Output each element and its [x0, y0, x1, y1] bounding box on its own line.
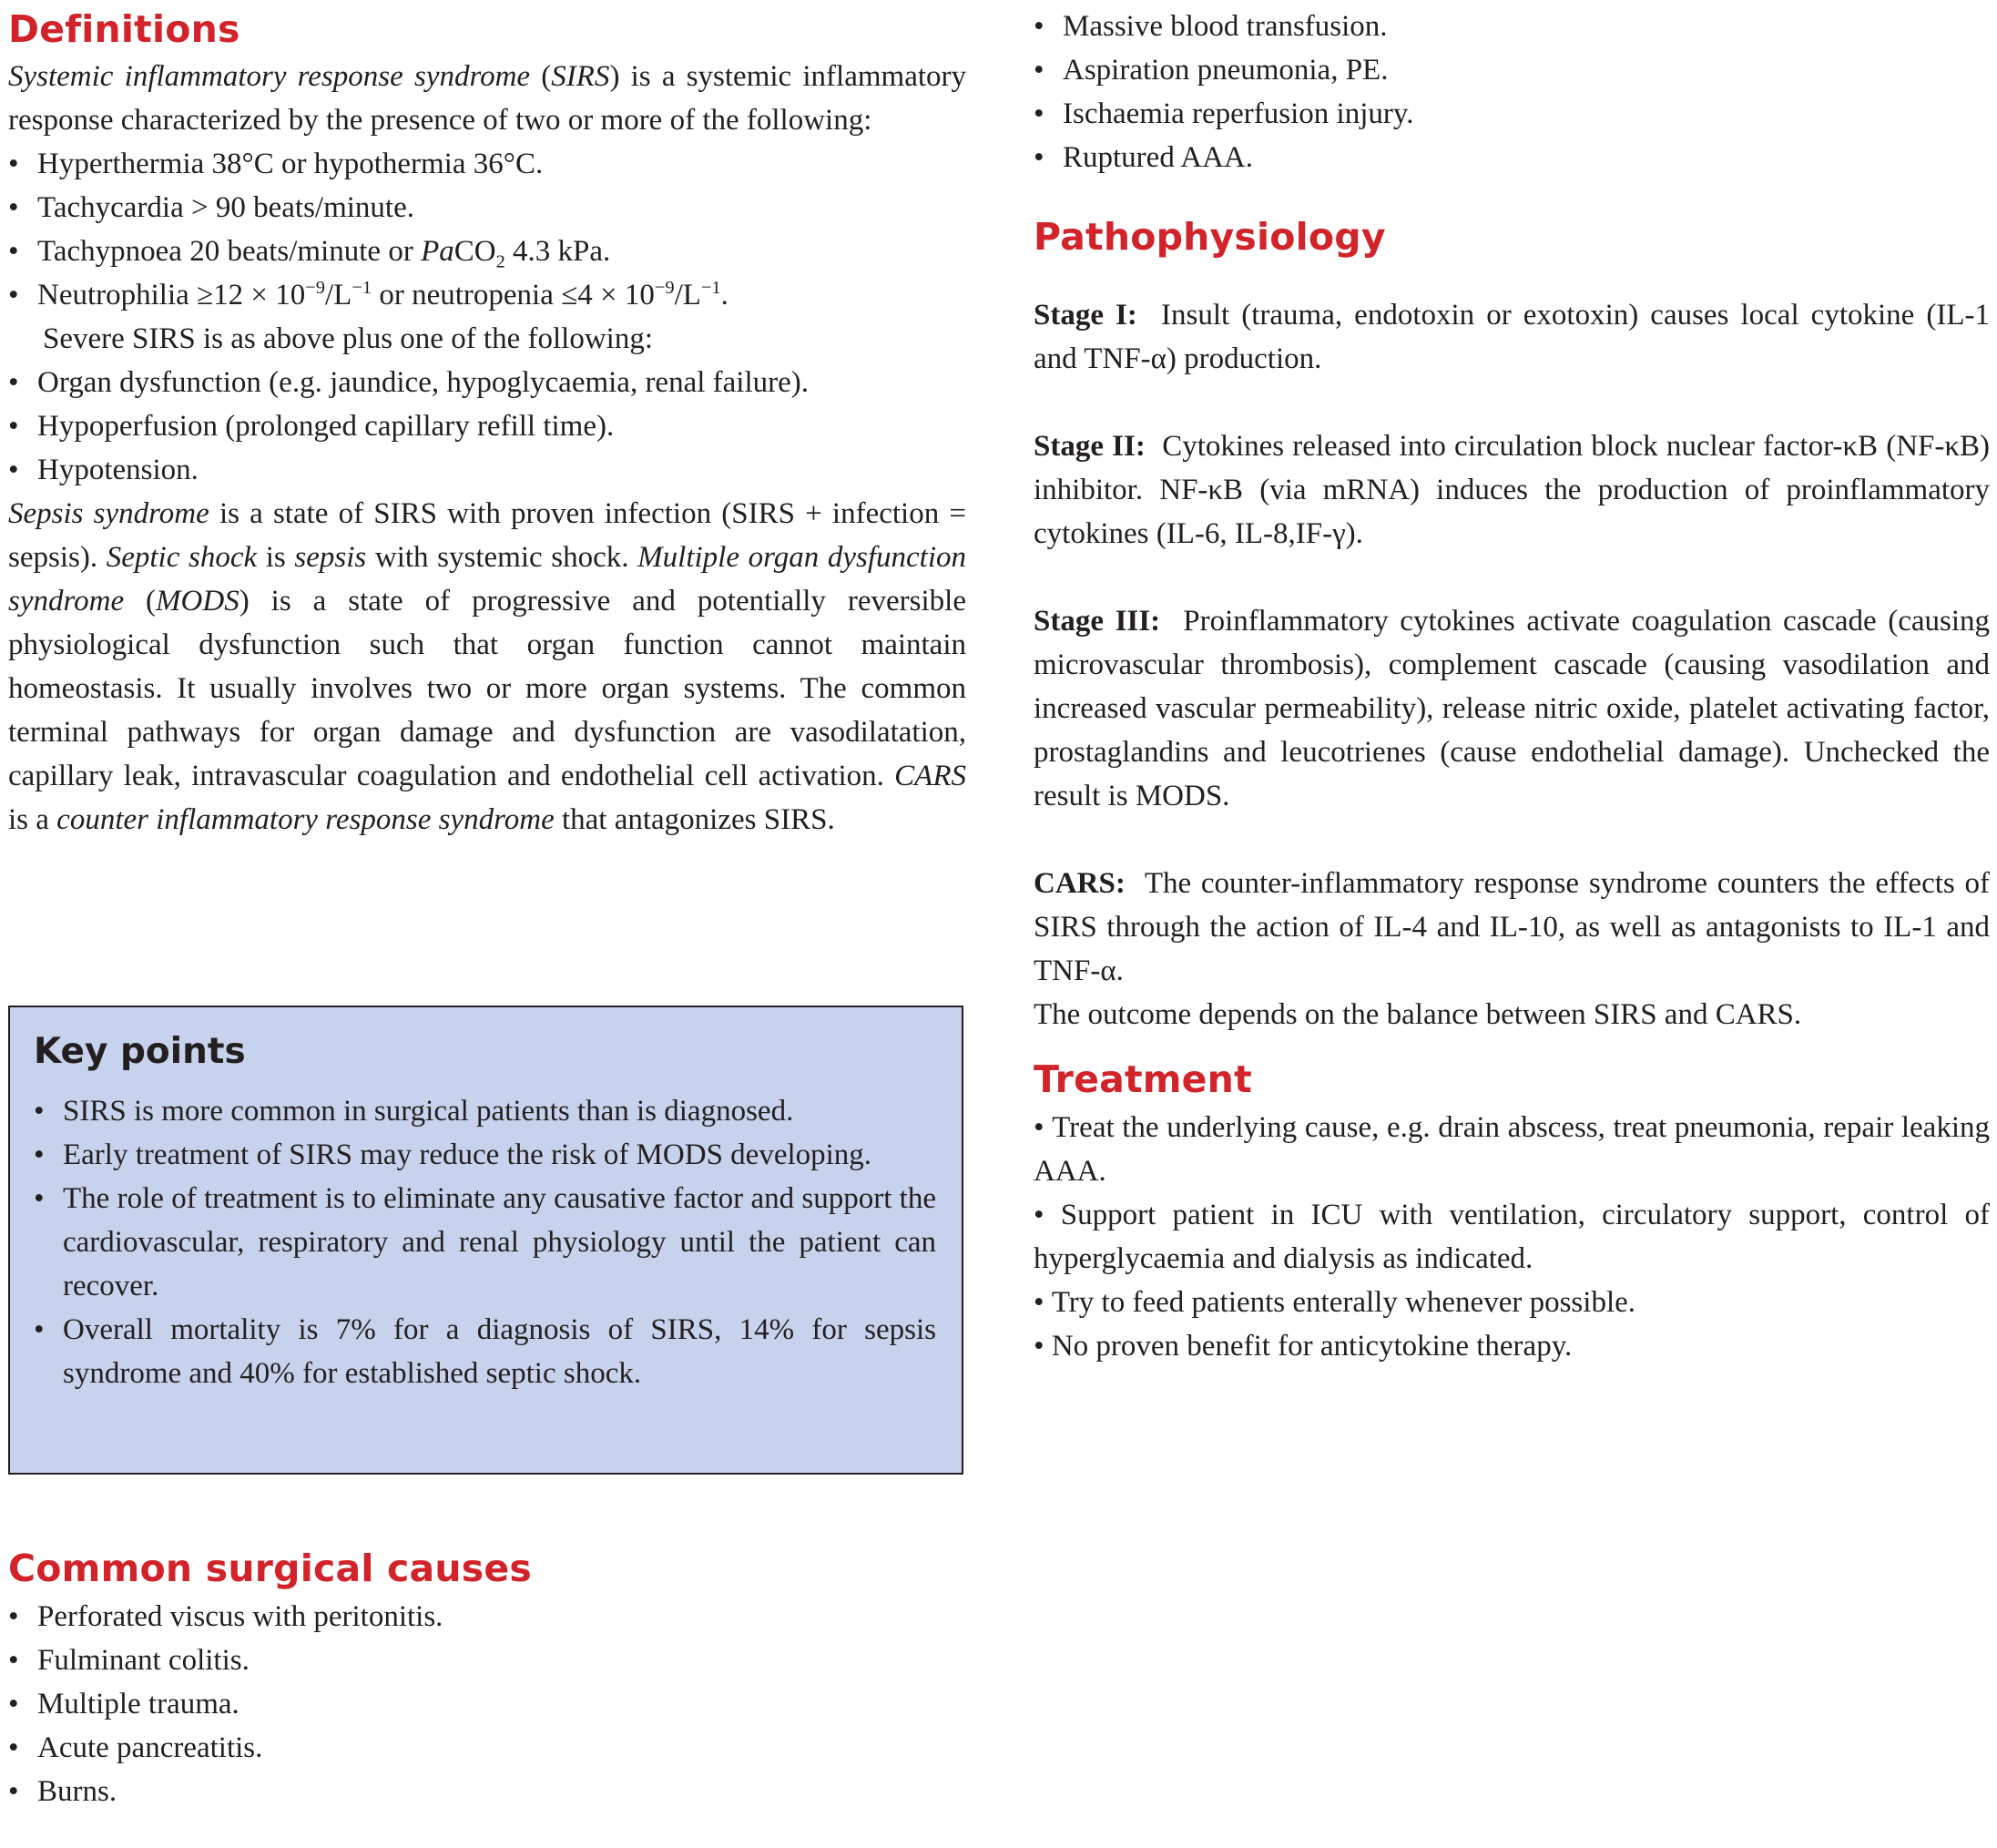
- cars-text: The counter-inflammatory response syndrome counters the effects of SIRS through the action of IL-4 and IL-10, as well as antagonists to IL-1 and TNF-α.: [1034, 867, 1991, 987]
- list-item: • Overall mortality is 7% for a diagnosis of SIRS, 14% for sepsis syndrome and 40% for established septic shock.: [34, 1308, 936, 1395]
- list-item: • Multiple trauma.: [8, 1682, 966, 1726]
- list-item: • Hypotension.: [8, 448, 966, 492]
- stage-2-label: Stage II:: [1034, 430, 1146, 463]
- causes-list-continued: [1034, 5, 1990, 179]
- list-item: • Hyperthermia 38°C or hypothermia 36°C.: [8, 142, 966, 186]
- causes-list: [8, 1595, 966, 1813]
- stage-1-label: Stage I:: [1034, 299, 1137, 332]
- list-item: • Ruptured AAA.: [1034, 136, 1990, 179]
- definitions-intro: Systemic inflammatory response syndrome (SIRS) is a systemic inflammatory response characterized by the presence of two or more of the following:: [8, 60, 966, 137]
- cars-label: CARS:: [1034, 867, 1126, 900]
- cars-paragraph: [1034, 862, 1990, 993]
- sirs-criteria-list: [8, 142, 966, 317]
- treatment-item: • Support patient in ICU with ventilation, circulatory support, control of hyperglycaemia and dialysis as indicated.: [1034, 1199, 1990, 1275]
- stage-2: [1034, 424, 1990, 556]
- treatment-item-text: Try to feed patients enterally whenever possible.: [1051, 1286, 1636, 1319]
- treatment-item-text: Treat the underlying cause, e.g. drain abscess, treat pneumonia, repair leaking AAA.: [1034, 1111, 1990, 1188]
- definitions-closing: Sepsis syndrome is a state of SIRS with proven infection (SIRS + infection = sepsis). Septic shock is sepsis with systemic shock. Multiple organ dysfunction syndrome (MODS) is a state of progressive and potentially reversible physiological dysfunction such that organ function cannot maintain homeostasis. It usually involves two or more organ systems. The common terminal pathways for organ damage and dysfunction are vasodilatation, capillary leak, intravascular coagulation and endothelial cell activation. CARS is a counter inflammatory response syndrome that antagonizes SIRS.: [8, 497, 966, 836]
- list-item: • Fulminant colitis.: [8, 1639, 966, 1682]
- list-item: • Early treatment of SIRS may reduce the risk of MODS developing.: [34, 1133, 936, 1177]
- treatment-item-text: No proven benefit for anticytokine therapy.: [1051, 1330, 1573, 1363]
- list-item: • Aspiration pneumonia, PE.: [1034, 48, 1990, 92]
- treatment-heading: Treatment: [1034, 1057, 1252, 1101]
- list-item: • Neutrophilia $\ge 12 \times 10^{-9}/L^{-1}$ or neutropenia $\le 4 \times 10^{-9}/L^{-1}$.: [8, 273, 966, 317]
- severe-sirs-intro: Severe SIRS is as above plus one of the following:: [43, 322, 653, 355]
- left-column: [8, 0, 966, 842]
- list-item: • The role of treatment is to eliminate any causative factor and support the cardiovascular, respiratory and renal physiology until the patient can recover.: [34, 1177, 936, 1308]
- list-item: • Tachypnoea 20 beats/minute or PaCO$_2$ 4.3 kPa.: [8, 230, 966, 273]
- stage-3: [1034, 599, 1990, 818]
- treatment-item: • Try to feed patients enterally whenever possible.: [1034, 1286, 1636, 1319]
- list-item: • Acute pancreatitis.: [8, 1726, 966, 1770]
- list-item: • Ischaemia reperfusion injury.: [1034, 92, 1990, 136]
- list-item: • Tachycardia > 90 beats/minute.: [8, 186, 966, 230]
- outcome-line: The outcome depends on the balance between SIRS and CARS.: [1034, 998, 1802, 1031]
- treatment-item: • Treat the underlying cause, e.g. drain abscess, treat pneumonia, repair leaking AAA.: [1034, 1111, 1990, 1188]
- treatment-item-text: Support patient in ICU with ventilation, circulatory support, control of hyperglycaemia and dialysis as indicated.: [1034, 1199, 1990, 1275]
- key-points-title: Key points: [34, 1031, 246, 1072]
- list-item: • Hypoperfusion (prolonged capillary refill time).: [8, 404, 966, 448]
- causes-heading: Common surgical causes: [8, 1547, 533, 1590]
- key-points-list: [34, 1089, 936, 1395]
- right-column: [1034, 0, 1990, 1368]
- stage-1-text: Insult (trauma, endotoxin or exotoxin) causes local cytokine (IL-1 and TNF-α) production.: [1034, 299, 1990, 375]
- definitions-heading: Definitions: [8, 7, 240, 51]
- stage-1: [1034, 293, 1990, 381]
- stage-3-label: Stage III:: [1034, 605, 1161, 638]
- list-item: • Burns.: [8, 1770, 966, 1813]
- list-item: • Massive blood transfusion.: [1034, 5, 1990, 48]
- severe-criteria-list: [8, 361, 966, 492]
- list-item: • Perforated viscus with peritonitis.: [8, 1595, 966, 1639]
- list-item: • Organ dysfunction (e.g. jaundice, hypoglycaemia, renal failure).: [8, 361, 966, 404]
- causes-section: [8, 1542, 966, 1813]
- key-points-box: [8, 1006, 963, 1475]
- treatment-item: • No proven benefit for anticytokine therapy.: [1034, 1330, 1573, 1363]
- stage-2-text: Cytokines released into circulation block nuclear factor-κB (NF-κB) inhibitor. NF-κB (via mRNA) induces the production of proinflammatory cytokines (IL-6, IL-8,IF-γ).: [1034, 430, 1991, 550]
- list-item: • SIRS is more common in surgical patients than is diagnosed.: [34, 1089, 936, 1133]
- pathophysiology-heading: Pathophysiology: [1034, 215, 1386, 259]
- stage-3-text: Proinflammatory cytokines activate coagulation cascade (causing microvascular thrombosis), complement cascade (causing vasodilation and increased vascular permeability), release nitric oxide, platelet activating factor, prostaglandins and leucotrienes (cause endothelial damage). Unchecked the result is MODS.: [1034, 605, 1991, 812]
